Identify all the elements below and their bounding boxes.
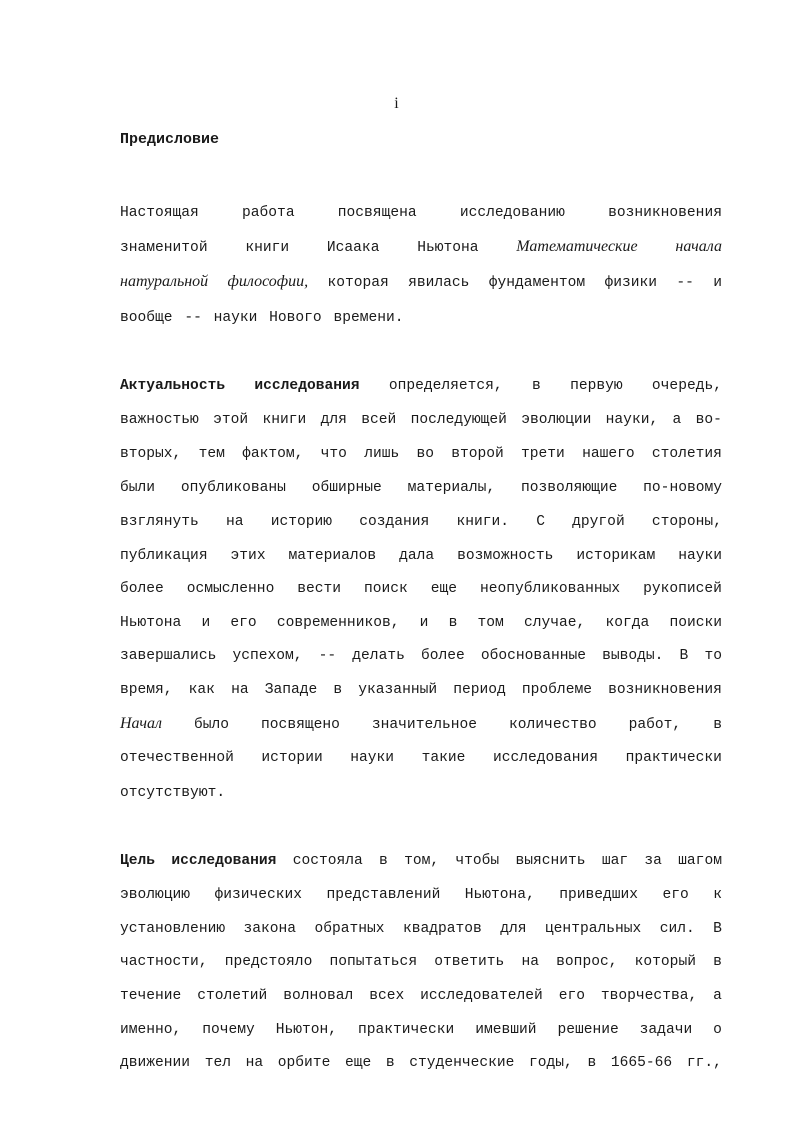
word: книги: [262, 412, 307, 428]
word: очередь,: [651, 378, 722, 394]
word: С: [536, 514, 545, 530]
word: науки: [350, 750, 395, 766]
word: всей: [361, 412, 397, 428]
word: дала: [399, 548, 435, 564]
word: которая: [327, 275, 389, 291]
word: выяснить: [515, 853, 586, 869]
word: и: [713, 275, 722, 291]
word: философии,: [227, 273, 309, 290]
word: знаменитой: [120, 240, 208, 256]
word: эволюции: [521, 412, 592, 428]
word: стороны,: [651, 514, 722, 530]
word: практически: [625, 750, 722, 766]
word: успехом,: [232, 648, 303, 664]
text-line: [120, 578, 722, 600]
word: для: [320, 412, 347, 428]
word: отечественной: [120, 750, 234, 766]
text-line: [120, 375, 722, 397]
word: трети: [521, 446, 565, 462]
word: на: [226, 514, 244, 530]
word: по-новому: [643, 480, 722, 496]
word: во-: [695, 412, 722, 428]
word: том,: [404, 853, 440, 869]
word: проблеме: [521, 682, 592, 698]
word: рукописей: [643, 581, 722, 597]
word: случае,: [523, 615, 586, 631]
word: вторых,: [120, 446, 182, 462]
word: неопубликованных: [480, 581, 621, 597]
text-line: [120, 1019, 722, 1041]
word: столетий: [197, 988, 268, 1004]
text-line: [120, 918, 722, 940]
word: творчества,: [600, 988, 698, 1004]
word: науки: [213, 310, 270, 326]
word: к: [713, 887, 722, 903]
word: вообще: [120, 310, 185, 326]
section-heading: Предисловие: [120, 131, 220, 148]
word: в: [587, 1055, 597, 1071]
word: обоснованные: [480, 648, 586, 664]
word: центральных: [544, 921, 642, 937]
word: науки,: [605, 412, 659, 428]
word: книги: [245, 240, 290, 256]
word: то: [704, 648, 722, 664]
word: закона: [243, 921, 297, 937]
word: установлению: [120, 921, 226, 937]
word: в: [531, 378, 541, 394]
word: для: [500, 921, 527, 937]
word: осмысленно: [186, 581, 275, 597]
word: исследованию: [459, 205, 565, 221]
text-line: [120, 1052, 722, 1074]
word: а: [713, 988, 722, 1004]
word: Настоящая: [120, 205, 199, 221]
word: исследования: [171, 853, 277, 869]
word: в: [385, 1055, 395, 1071]
word: историю: [270, 514, 333, 530]
word: материалов: [288, 548, 377, 564]
word: Исаака: [326, 240, 380, 256]
word: делать: [352, 648, 405, 664]
word: частности,: [120, 954, 208, 970]
word: обширные: [311, 480, 382, 496]
word: выводы.: [602, 648, 664, 664]
word: физики: [604, 275, 658, 291]
word: натуральной: [120, 273, 209, 290]
word: эволюцию: [120, 887, 191, 903]
word: состояла: [292, 853, 363, 869]
word: поиски: [669, 615, 722, 631]
word: Актуальность: [120, 378, 226, 394]
text-line: [120, 409, 722, 431]
word: было: [193, 717, 230, 733]
text-line: [120, 884, 722, 906]
word: что: [320, 446, 347, 462]
word: шагом: [678, 853, 722, 869]
word: Западе: [264, 682, 318, 698]
word: В: [713, 921, 722, 937]
word: поиск: [364, 581, 408, 597]
word: задачи: [639, 1022, 693, 1038]
word: шаг: [601, 853, 629, 869]
word: создания: [359, 514, 430, 530]
word: завершались: [120, 648, 217, 664]
text-line: [120, 747, 722, 769]
word: решение: [557, 1022, 619, 1038]
word: когда: [605, 615, 650, 631]
word: историкам: [576, 548, 656, 564]
word: этой: [213, 412, 249, 428]
word: опубликованы: [180, 480, 286, 496]
word: столетия: [651, 446, 722, 462]
word: орбите: [277, 1055, 331, 1071]
word: такие: [421, 750, 466, 766]
word: времени.: [333, 310, 404, 326]
word: посвящена: [337, 205, 417, 221]
word: чтобы: [455, 853, 500, 869]
word: время,: [120, 682, 173, 698]
word: исследования: [254, 378, 360, 394]
word: сил.: [659, 921, 695, 937]
word: во: [416, 446, 434, 462]
word: его: [662, 887, 689, 903]
word: его: [230, 615, 257, 631]
word: науки: [678, 548, 722, 564]
word: обратных: [314, 921, 385, 937]
word: начала: [675, 238, 722, 255]
word: Начал: [120, 715, 162, 732]
word: были: [120, 480, 156, 496]
text-line: [120, 271, 722, 293]
word: истории: [261, 750, 323, 766]
word: вести: [297, 581, 342, 597]
word: более: [420, 648, 465, 664]
word: указанный: [358, 682, 438, 698]
word: как: [188, 682, 215, 698]
word: взглянуть: [120, 514, 199, 530]
word: исследователей: [420, 988, 543, 1004]
word: определяется,: [388, 378, 503, 394]
word: --: [184, 310, 214, 326]
word: --: [318, 648, 337, 664]
word: ответить: [434, 954, 505, 970]
word: 1665-66: [610, 1055, 673, 1071]
word: и: [201, 615, 211, 631]
word: возможность: [457, 548, 554, 564]
word: и: [419, 615, 429, 631]
word: который: [634, 954, 696, 970]
word: другой: [572, 514, 625, 530]
word: еще: [344, 1055, 372, 1071]
word: количество: [509, 717, 597, 733]
word: важностью: [120, 412, 199, 428]
page-number: i: [394, 95, 399, 112]
text-line: [120, 612, 722, 634]
text-line: [120, 545, 722, 567]
word: приведших: [559, 887, 639, 903]
word: фундаментом: [488, 275, 586, 291]
text-line: [120, 782, 722, 804]
word: современников,: [276, 615, 400, 631]
word: Математические: [516, 238, 638, 255]
text-line: [120, 443, 722, 465]
word: возникновения: [608, 205, 722, 221]
word: возникновения: [608, 682, 722, 698]
word: отсутствуют.: [120, 785, 226, 801]
word: фактом,: [242, 446, 304, 462]
word: тем: [198, 446, 225, 462]
word: студенческие: [409, 1055, 515, 1071]
word: более: [120, 581, 164, 597]
word: том: [477, 615, 504, 631]
word: --: [676, 275, 694, 291]
word: имевший: [475, 1022, 537, 1038]
word: явилась: [408, 275, 470, 291]
word: Ньютон,: [275, 1022, 338, 1038]
word: течение: [120, 988, 182, 1004]
word: квадратов: [402, 921, 482, 937]
word: последующей: [410, 412, 507, 428]
word: позволяющие: [521, 480, 618, 496]
word: Ньютона: [120, 615, 182, 631]
word: работа: [242, 205, 295, 221]
word: посвящено: [261, 717, 340, 733]
text-line: [120, 236, 722, 258]
word: практически: [357, 1022, 455, 1038]
text-line: [120, 477, 722, 499]
word: за: [644, 853, 662, 869]
word: предстояло: [224, 954, 313, 970]
word: о: [713, 1022, 722, 1038]
word: исследования: [492, 750, 599, 766]
word: второй: [451, 446, 504, 462]
word: его: [558, 988, 585, 1004]
text-line: [120, 679, 722, 701]
text-line: [120, 645, 722, 667]
word: гг.,: [686, 1055, 722, 1071]
text-line: [120, 307, 722, 329]
word: физических: [214, 887, 303, 903]
word: всех: [369, 988, 405, 1004]
text-line: [120, 985, 722, 1007]
word: попытаться: [329, 954, 418, 970]
word: тел: [204, 1055, 231, 1071]
word: Ньютона,: [464, 887, 535, 903]
word: вопрос,: [556, 954, 618, 970]
word: почему: [202, 1022, 255, 1038]
word: в: [379, 853, 388, 869]
word: на: [245, 1055, 264, 1071]
word: период: [453, 682, 506, 698]
word: в: [333, 682, 343, 698]
word: волновал: [283, 988, 354, 1004]
word: Нового: [269, 310, 334, 326]
word: первую: [570, 378, 623, 394]
word: В: [679, 648, 689, 664]
word: еще: [430, 581, 458, 597]
word: Цель: [120, 853, 156, 869]
word: работ,: [628, 717, 682, 733]
text-line: [120, 850, 722, 872]
word: в: [713, 717, 722, 733]
word: нашего: [582, 446, 635, 462]
word: материалы,: [407, 480, 496, 496]
word: представлений: [326, 887, 441, 903]
word: на: [231, 682, 249, 698]
word: в: [713, 954, 722, 970]
word: лишь: [364, 446, 400, 462]
word: в: [448, 615, 458, 631]
word: движении: [120, 1055, 191, 1071]
text-line: [120, 511, 722, 533]
text-line: [120, 951, 722, 973]
text-line: [120, 713, 722, 735]
word: на: [521, 954, 539, 970]
word: а: [672, 412, 682, 428]
word: публикация: [120, 548, 208, 564]
word: Ньютона: [417, 240, 479, 256]
text-line: [120, 202, 722, 224]
word: именно,: [120, 1022, 182, 1038]
word: книги.: [456, 514, 510, 530]
word: годы,: [529, 1055, 573, 1071]
word: значительное: [371, 717, 477, 733]
word: этих: [230, 548, 266, 564]
